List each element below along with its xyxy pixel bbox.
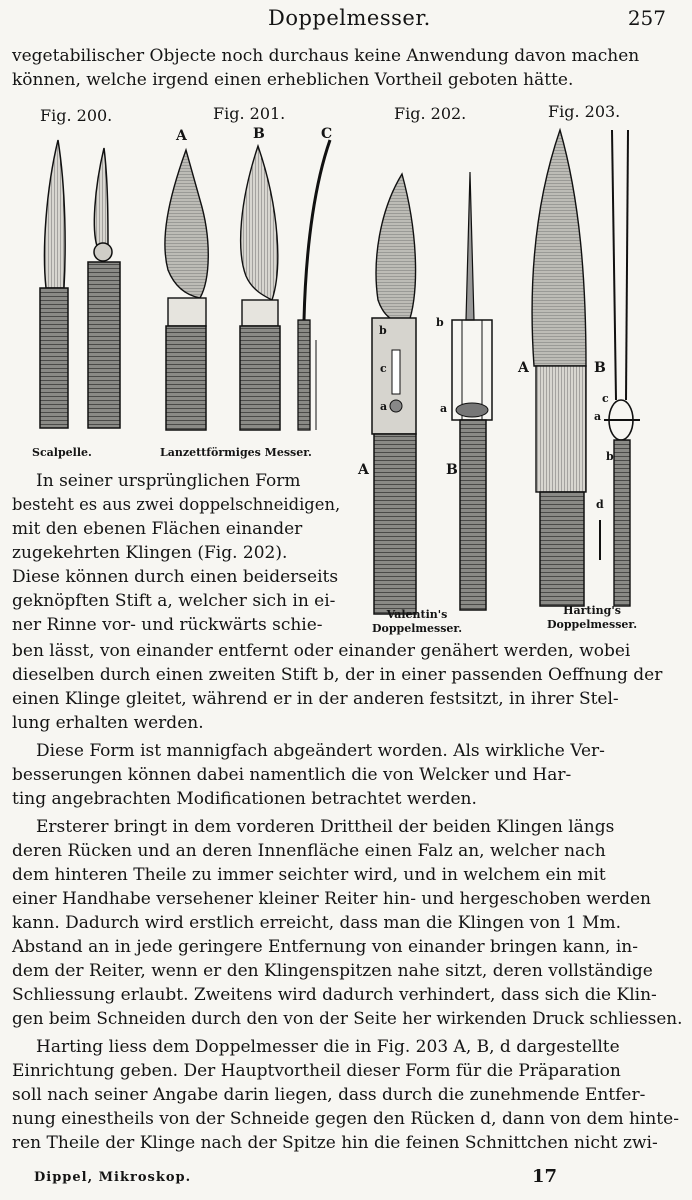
text-line: geknöpften Stift a, welcher sich in ei-: [12, 591, 336, 611]
text-line: mit den ebenen Flächen einander: [12, 519, 303, 539]
text-line: Abstand an in jede geringere Entfernung von einander bringen kann, in-: [12, 937, 638, 957]
caption-fig201: Lanzettförmiges Messer.: [160, 446, 312, 459]
page-number: 257: [627, 6, 666, 30]
figure-label-200: Fig. 200.: [40, 106, 113, 125]
text-line: ren Theile der Klinge nach der Spitze hin die feinen Schnittchen nicht zwi-: [12, 1133, 658, 1153]
text-line: besserungen können dabei namentlich die von Welcker und Har-: [12, 765, 572, 785]
fig203-letter-c: c: [602, 392, 609, 405]
text-line: dem der Reiter, wenn er den Klingenspitzen nahe sitzt, deren vollständige: [12, 961, 653, 981]
figure-label-201: Fig. 201.: [213, 104, 286, 123]
footer-source: Dippel, Mikroskop.: [34, 1170, 192, 1185]
signature-mark: 17: [532, 1166, 558, 1187]
text-line: ben lässt, von einander entfernt oder einander genähert werden, wobei: [12, 641, 631, 661]
text-line: ting angebrachten Modificationen betrachtet werden.: [12, 789, 477, 809]
text-line: Schliessung erlaubt. Zweitens wird dadurch verhindert, dass sich die Klin-: [12, 985, 657, 1005]
text-line: kann. Dadurch wird erstlich erreicht, dass man die Klingen von 1 Mm.: [12, 913, 621, 933]
running-header-title: Doppelmesser.: [268, 6, 431, 30]
fig203-letter-A: A: [518, 360, 529, 376]
fig203-letter-d: d: [596, 498, 604, 511]
text-line: gen beim Schneiden durch den von der Seite her wirkenden Druck schliessen.: [12, 1009, 683, 1029]
fig202-letter-b-side: b: [379, 324, 387, 337]
lancet-c: [298, 140, 330, 430]
text-line: nung einestheils von der Schneide gegen den Rücken d, dann von dem hinte-: [12, 1109, 679, 1129]
fig202-letter-A: A: [358, 462, 369, 478]
text-line: dieselben durch einen zweiten Stift b, der in einer passenden Oeffnung der: [12, 665, 663, 685]
harting-knife-side: [532, 130, 586, 606]
text-line: Einrichtung geben. Der Hauptvortheil dieser Form für die Präparation: [12, 1061, 621, 1081]
text-line: Diese können durch einen beiderseits: [12, 567, 339, 587]
fig202-letter-a-side: a: [380, 400, 388, 413]
text-line: dem hinteren Theile zu immer seichter wird, und in welchem ein mit: [12, 865, 606, 885]
text-line: soll nach seiner Angabe darin liegen, dass durch die zunehmende Entfer-: [12, 1085, 646, 1105]
text-line: deren Rücken und an deren Innenfläche einen Falz an, welcher nach: [12, 841, 606, 861]
lancet-a: [165, 150, 208, 430]
text-line: lung erhalten werden.: [12, 713, 204, 733]
text-line: können, welche irgend einen erheblichen Vortheil geboten hätte.: [12, 70, 574, 90]
text-line: einen Klinge gleitet, während er in der anderen festsitzt, in ihrer Stel-: [12, 689, 619, 709]
caption-fig203-line2: Doppelmesser.: [546, 618, 638, 631]
valentin-knife-side: [372, 174, 416, 614]
text-line: ner Rinne vor- und rückwärts schie-: [12, 615, 323, 635]
valentin-knife-front: [452, 172, 492, 610]
text-line: einer Handhabe versehener kleiner Reiter hin- und hergeschoben werden: [12, 889, 651, 909]
text-line: vegetabilischer Objecte noch durchaus keine Anwendung davon machen: [12, 46, 640, 66]
text-line: besteht es aus zwei doppelschneidigen,: [12, 495, 341, 515]
fig203-letter-B: B: [594, 360, 606, 376]
figure-label-202: Fig. 202.: [394, 104, 467, 123]
text-line: zugekehrten Klingen (Fig. 202).: [12, 543, 288, 563]
caption-fig202-line2: Doppelmesser.: [371, 622, 463, 635]
caption-fig202-line1: Valentin's: [386, 608, 448, 621]
text-line: Diese Form ist mannigfach abgeändert worden. Als wirkliche Ver-: [36, 741, 605, 761]
fig201-letter-c: C: [321, 126, 333, 142]
fig202-letter-B: B: [446, 462, 458, 478]
lancet-b: [240, 146, 280, 430]
text-line: Ersterer bringt in dem vorderen Drittheil der beiden Klingen längs: [36, 817, 615, 837]
fig202-letter-b-front: b: [436, 316, 444, 329]
fig201-letter-b: B: [253, 126, 265, 142]
fig201-letter-a: A: [176, 128, 187, 144]
scalpel-2: [88, 148, 120, 428]
caption-fig203-line1: Harting's: [563, 604, 621, 617]
text-line: Harting liess dem Doppelmesser die in Fig. 203 A, B, d dargestellte: [36, 1037, 620, 1057]
fig203-letter-a: a: [594, 410, 602, 423]
text-line: In seiner ursprünglichen Form: [36, 471, 301, 491]
caption-fig200: Scalpelle.: [32, 446, 92, 459]
figure-label-203: Fig. 203.: [548, 102, 621, 121]
fig203-letter-b: b: [606, 450, 614, 463]
harting-knife-front: [600, 130, 640, 606]
scalpel-1: [40, 140, 68, 428]
fig202-letter-a-front: a: [440, 402, 448, 415]
caption-fig202: [370, 608, 464, 636]
caption-fig203: [544, 604, 640, 632]
fig202-letter-c: c: [380, 362, 387, 375]
